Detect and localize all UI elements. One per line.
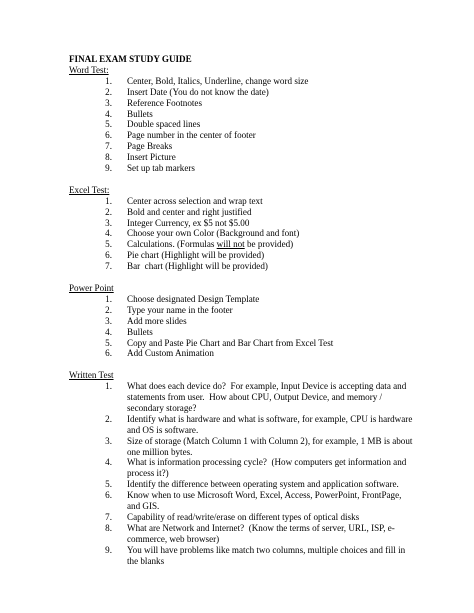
item-text — [127, 457, 409, 479]
item-text-line: What does each device do? For example, Input Device is accepting data and — [127, 381, 407, 392]
item-text: Page number in the center of footer — [127, 130, 256, 141]
list-item — [69, 413, 413, 436]
item-text: Choose designated Design Template — [127, 293, 260, 304]
item-text: Bar chart (Highlight will be provided) — [127, 261, 268, 272]
list-item — [69, 109, 409, 120]
list-item — [69, 76, 409, 87]
list-item — [69, 294, 409, 305]
list-item — [69, 435, 413, 458]
item-text: Page Breaks — [127, 141, 173, 152]
item-number: 4. — [105, 108, 112, 119]
item-text — [127, 436, 412, 458]
item-text — [127, 479, 409, 490]
list-item — [69, 545, 409, 567]
item-number: 1. — [105, 195, 112, 206]
section-excel-test — [69, 185, 409, 272]
item-number: 6. — [105, 250, 112, 261]
list-item — [69, 512, 409, 523]
item-text: Insert Date (You do not know the date) — [127, 86, 269, 97]
item-text: Integer Currency, ex $5 not $5.00 — [127, 217, 250, 228]
list-item — [69, 98, 409, 109]
section-power-point — [69, 283, 409, 359]
section-written-test — [69, 370, 413, 566]
item-number: 4. — [105, 326, 112, 337]
list-item — [69, 130, 409, 141]
item-number: 8. — [105, 152, 112, 163]
section-heading: Excel Test: — [69, 184, 110, 195]
item-number: 2. — [105, 413, 112, 424]
item-number: 2. — [105, 86, 112, 97]
item-number: 5. — [105, 337, 112, 348]
item-text-part: be provided) — [244, 239, 294, 250]
item-text: Bullets — [127, 326, 153, 337]
item-text-line: and GIS. — [127, 501, 160, 512]
item-number: 3. — [105, 435, 112, 446]
list-item — [69, 381, 409, 414]
item-text: Center, Bold, Italics, Underline, change word size — [127, 75, 309, 86]
item-number: 3. — [105, 217, 112, 228]
list-item — [69, 261, 409, 272]
list-item — [69, 228, 409, 239]
item-text: Set up tab markers — [127, 163, 195, 174]
list-item — [69, 316, 409, 327]
list-item — [69, 490, 409, 512]
item-text-line: and OS is software. — [127, 424, 199, 435]
list-item — [69, 305, 409, 316]
list-item — [69, 119, 409, 130]
item-number: 6. — [105, 348, 112, 359]
list-item — [69, 87, 409, 98]
item-number: 1. — [105, 293, 112, 304]
item-number: 7. — [105, 261, 112, 272]
item-text-line: secondary storage? — [127, 402, 197, 413]
item-number: 5. — [105, 119, 112, 130]
item-text: Double spaced lines — [127, 119, 201, 130]
item-text: Bold and center and right justified — [127, 206, 252, 217]
item-number: 1. — [105, 381, 112, 392]
item-text: Reference Footnotes — [127, 97, 202, 108]
item-text-line: Know when to use Microsoft Word, Excel, Access, PowerPoint, FrontPage, — [127, 490, 402, 501]
item-number: 2. — [105, 304, 112, 315]
item-text-line: Size of storage (Match Column 1 with Column 2), for example, 1 MB is about — [127, 435, 413, 446]
item-text — [127, 490, 409, 512]
item-text-line: Identify what is hardware and what is software, for example, CPU is hardware — [127, 413, 413, 424]
list-item — [69, 239, 409, 250]
written-test-list — [69, 381, 413, 566]
item-text — [127, 239, 409, 250]
item-text: Insert Picture — [127, 152, 176, 163]
list-item — [69, 479, 409, 490]
item-number: 7. — [105, 512, 112, 523]
item-number: 1. — [105, 75, 112, 86]
list-item — [69, 152, 409, 163]
list-item — [69, 141, 409, 152]
item-text-line: What are Network and Internet? (Know the terms of server, URL, ISP, e- — [127, 522, 395, 533]
item-text — [127, 414, 412, 436]
item-number: 6. — [105, 130, 112, 141]
item-number: 4. — [105, 228, 112, 239]
list-item — [69, 348, 409, 359]
item-number: 7. — [105, 141, 112, 152]
item-text: Pie chart (Highlight will be provided) — [127, 250, 265, 261]
study-guide-document — [69, 54, 413, 567]
item-text-line: statements from user. How about CPU, Output Device, and memory / — [127, 392, 383, 403]
item-text: Center across selection and wrap text — [127, 195, 263, 206]
item-number: 3. — [105, 315, 112, 326]
list-item — [69, 338, 409, 349]
item-number: 3. — [105, 97, 112, 108]
item-number: 9. — [105, 163, 112, 174]
item-number: 9. — [105, 544, 112, 555]
item-text-line: the blanks — [127, 555, 165, 566]
section-heading: Word Test: — [69, 64, 109, 75]
item-number: 5. — [105, 239, 112, 250]
item-text-line: Capability of read/write/erase on different types of optical disks — [127, 512, 360, 523]
item-text — [127, 381, 409, 414]
item-number: 2. — [105, 206, 112, 217]
item-number: 5. — [105, 479, 112, 490]
item-text-emphasis: will not — [216, 239, 245, 250]
list-item — [69, 218, 409, 229]
item-text — [127, 523, 409, 545]
item-text-part: Calculations. (Formulas — [127, 239, 217, 250]
list-item — [69, 523, 409, 545]
item-text: Copy and Paste Pie Chart and Bar Chart from Excel Test — [127, 337, 334, 348]
list-item — [69, 327, 409, 338]
list-item — [69, 163, 409, 174]
item-number: 4. — [105, 457, 112, 468]
list-item — [69, 250, 409, 261]
item-text — [127, 545, 409, 567]
list-item — [69, 196, 409, 207]
section-word-test — [69, 65, 409, 174]
list-item — [69, 457, 409, 479]
document-title: FINAL EXAM STUDY GUIDE — [69, 54, 192, 64]
item-text: Type your name in the footer — [127, 304, 233, 315]
item-text: Choose your own Color (Background and font) — [127, 228, 300, 239]
item-text-line: You will have problems like match two columns, multiple choices and fill in — [127, 544, 406, 555]
section-heading: Written Test — [69, 370, 114, 381]
item-text: Add Custom Animation — [127, 348, 214, 359]
item-text-line: What is information processing cycle? (How computers get information and — [127, 457, 407, 468]
item-text-line: process it?) — [127, 468, 169, 479]
list-item — [69, 207, 409, 218]
item-text: Bullets — [127, 108, 153, 119]
item-text: Add more slides — [127, 315, 187, 326]
item-text-line: commerce, web browser) — [127, 533, 220, 544]
item-text — [127, 512, 409, 523]
item-text-line: one million bytes. — [127, 446, 193, 457]
item-number: 8. — [105, 522, 112, 533]
item-number: 6. — [105, 490, 112, 501]
item-text-line: Identify the difference between operating system and application software. — [127, 479, 399, 490]
section-heading: Power Point — [69, 283, 114, 293]
